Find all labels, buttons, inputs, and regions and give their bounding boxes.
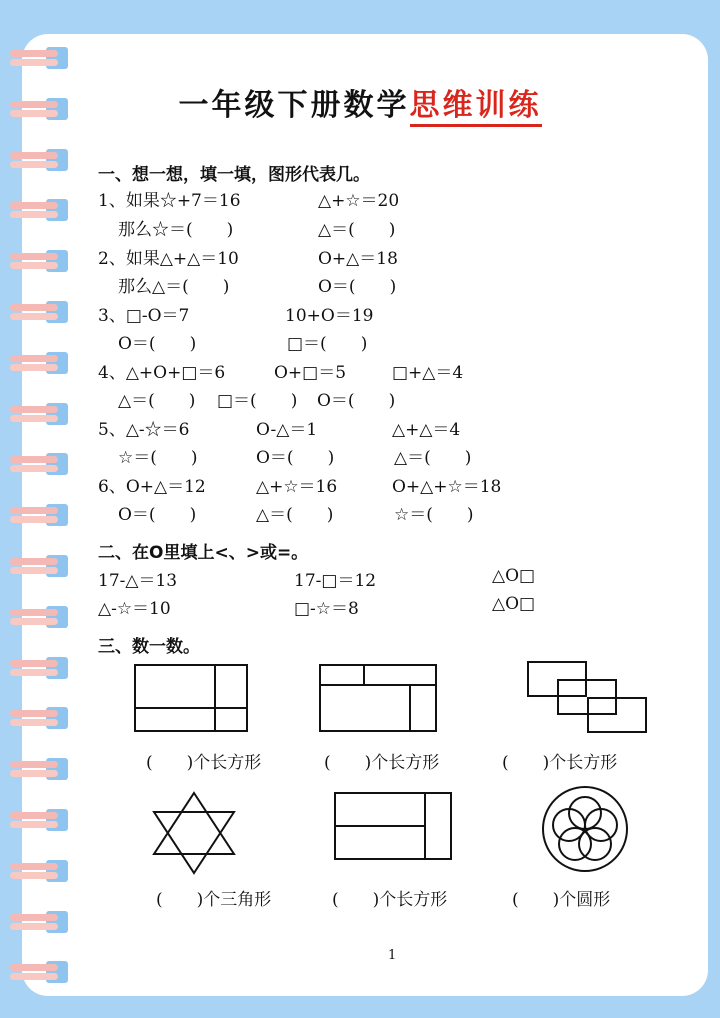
spiral-ring	[10, 554, 72, 578]
s2-line1-b: 17-□＝12	[294, 571, 377, 591]
s2-line2-b: □-☆＝8	[294, 599, 359, 619]
s1-line10-b: O＝( )	[256, 448, 335, 468]
spiral-ring	[10, 300, 72, 324]
s1-line11-a: 6、O+△＝12	[98, 477, 206, 497]
s1-line4-a: 那么△＝( )	[118, 277, 230, 297]
spiral-ring	[10, 46, 72, 70]
figure-rectangles-1	[130, 660, 252, 736]
s2-line1-a: 17-△＝13	[98, 571, 178, 591]
section1-heading: 一、想一想，填一填，图形代表几。	[98, 165, 370, 185]
section3-heading: 三、数一数。	[98, 637, 200, 657]
page-number: 1	[388, 948, 397, 963]
s1-line7-b: O+□＝5	[274, 363, 347, 383]
s1-line3-a: 2、如果△+△＝10	[98, 249, 239, 269]
figure-rectangles-3	[522, 656, 652, 740]
caption-2: ( )个长方形	[324, 753, 440, 773]
s1-line1-a: 1、如果☆+7＝16	[98, 191, 241, 211]
spiral-ring	[10, 605, 72, 629]
s1-line7-a: 4、△+O+□＝6	[98, 363, 226, 383]
s1-line8-c: O＝( )	[317, 391, 396, 411]
spiral-ring	[10, 656, 72, 680]
s2-line2-a: △-☆＝10	[98, 599, 171, 619]
spiral-ring	[10, 402, 72, 426]
caption-4: ( )个三角形	[156, 890, 272, 910]
title-highlight: 思维训练	[410, 88, 542, 127]
s1-line10-c: △＝( )	[394, 448, 472, 468]
s1-line10-a: ☆＝( )	[118, 448, 198, 468]
watermark: 微信号：1802999307	[470, 978, 636, 997]
figure-rectangles-2	[315, 660, 441, 736]
s1-line6-b: □＝( )	[287, 334, 368, 354]
s1-line11-c: O+△+☆＝18	[392, 477, 502, 497]
s1-line12-c: ☆＝( )	[394, 505, 474, 525]
spiral-ring	[10, 351, 72, 375]
spiral-ring	[10, 148, 72, 172]
s1-line11-b: △+☆＝16	[256, 477, 338, 497]
caption-3: ( )个长方形	[502, 753, 618, 773]
s1-line8-a: △＝( )	[118, 391, 196, 411]
spiral-ring	[10, 808, 72, 832]
s1-line12-b: △＝( )	[256, 505, 334, 525]
s1-line2-a: 那么☆＝( )	[118, 220, 234, 240]
figure-circles	[538, 782, 632, 876]
s1-line1-b: △+☆＝20	[318, 191, 400, 211]
page-title	[0, 80, 720, 124]
spiral-ring	[10, 960, 72, 984]
s1-line9-b: O-△＝1	[256, 420, 318, 440]
s1-line9-a: 5、△-☆＝6	[98, 420, 190, 440]
s1-line6-a: O＝( )	[118, 334, 197, 354]
s2-line1-c: △O□	[492, 566, 536, 586]
spiral-ring	[10, 910, 72, 934]
s2-line2-c: △O□	[492, 594, 536, 614]
s1-line5-a: 3、□-O＝7	[98, 306, 190, 326]
s1-line5-b: 10+O＝19	[285, 306, 374, 326]
spiral-ring	[10, 859, 72, 883]
spiral-ring	[10, 503, 72, 527]
s1-line9-c: △+△＝4	[392, 420, 461, 440]
spiral-ring	[10, 757, 72, 781]
s1-line4-b: O＝( )	[318, 277, 397, 297]
section2-heading: 二、在O里填上<、>或=。	[98, 543, 309, 563]
s1-line2-b: △＝( )	[318, 220, 396, 240]
caption-5: ( )个长方形	[332, 890, 448, 910]
caption-1: ( )个长方形	[146, 753, 262, 773]
figure-rectangles-4	[330, 788, 456, 864]
spiral-ring	[10, 706, 72, 730]
caption-6: ( )个圆形	[512, 890, 611, 910]
s1-line7-c: □+△＝4	[392, 363, 464, 383]
spiral-ring	[10, 452, 72, 476]
title-main: 一年级下册数学	[178, 88, 410, 123]
s1-line8-b: □＝( )	[217, 391, 298, 411]
s1-line3-b: O+△＝18	[318, 249, 398, 269]
spiral-ring	[10, 198, 72, 222]
s1-line12-a: O＝( )	[118, 505, 197, 525]
figure-star-of-david	[148, 788, 240, 878]
spiral-ring	[10, 249, 72, 273]
